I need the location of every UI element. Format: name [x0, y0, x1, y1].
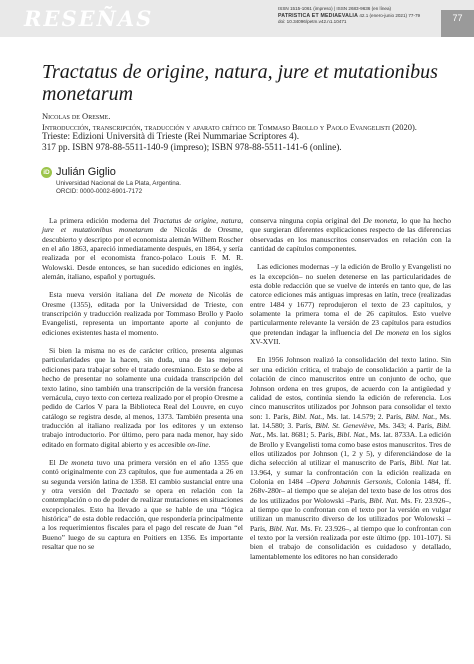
book-publisher: Trieste: Edizioni Università di Trieste (Rei Nummariae Scriptores 4). [42, 132, 300, 143]
reviewer-name: Julián Giglio [56, 166, 116, 178]
doi-line: doi: 10.34096/petm.v42.n1.10471 [278, 19, 347, 25]
paragraph: En 1956 Johnson realizó la consolidación del texto latino. Sin ser una edición crítica, el trabajo de consolidación a partir de la colación de cinco manuscritos entre un conjunto de ocho, que Johnson ordena en tres grupos, de acuerdo con la antigüedad y calidad de estos, continúa siendo la edición de referencia. Los cinco manuscritos utilizados por Johnson para consolidar el texto son: 1. París, Bibl. Nat., Ms. lat. 14.579; 2. París, Bibl. Nat., Ms. lat. 14.580; 3. París, Bibl. St. Geneviève, Ms. 343; 4. París, Bibl. Nat., Ms. lat. 8681; 5. París, Bibl. Nat., Ms. lat. 8733A. La edición de Brollo y Evangelisti toma como base estos manuscritos. Tres de ellos utilizados por Johnson (1, 2 y 5), y diferenciándose de la dicha selección al utilizar el manuscrito de París, Bibl. Nat lat. 13.964, y sumar la confrontación con la edición realizada en Colonia en 1484 –Opera Johannis Gersonis, Colonia 1484, ff. 268v-280r– al tiempo que se alejan del texto base de los otros dos de los utilizados por Wolowski –París, Bibl. Nat. Ms. Fr. 23.926–, al tiempo que lo confrontan con el texto por la versión en vulgar utilizan un manuscrito diverso de los utilizados por Wolowski –París, Bibl. Nat. Ms. Fr. 23.926–, al tiempo que lo confrontan con el texto por la versión realizada por este último (pp. 101-107). Si bien el trabajo de consolidación es cuidadoso y detallado, lamentablemente los editores no han considerado [250, 355, 452, 561]
orcid-icon[interactable]: iD [41, 167, 52, 178]
volume-line: 42.1 (enero-junio 2021) 77-79 [359, 12, 421, 18]
reviewer-affiliation: Universidad Nacional de La Plata, Argentina. [56, 180, 181, 187]
book-edition: Introducción, transcripción, traducción y aparato crítico de Tommaso Brollo y Paolo Evangelisti (2020). [42, 121, 417, 132]
bibliographic-block [42, 111, 462, 153]
paragraph: Si bien la misma no es de carácter crítico, presenta algunas particularidades que la hacen, sin duda, una de las mejores ediciones para trabajar sobre el tratado oresmiano. Esto se debe al hecho de presentar no solamente una cuidada transcripción del texto latino, sino también una transcripción de la versión francesa vernácula, cuyo texto con certeza realizado por el propio Oresme a pedido de Carlos V para la Biblioteca Real del Louvre, en cuyo catálogo se registra desde, al menos, 1373. También presenta una traducción al italiano realizada por los editores y un extenso trabajo introductorio. Por último, pero para nada menor, hay sido editado en formato digital abierto y es accesible on-line. [42, 346, 243, 449]
paragraph: Las ediciones modernas –y la edición de Brollo y Evangelisti no es la excepción– no suelen detenerse en las particularidades de esta doble redacción que se vuelve de interés en tanto que, de las catorce ediciones más antiguas impresas en latín, trece (realizadas entre 1484 y 1677) reprodujeron el texto de 23 capítulos, y solamente la primera toma el de 26 capítulos. Esto vuelve particularmente relevante la versión de 23 capítulos para estudios que pretendan indagar la influencia del De moneta en los siglos XV-XVII. [250, 262, 451, 347]
reviewer-orcid[interactable]: ORCID: 0000-0002-6901-7172 [56, 187, 143, 195]
reviewer-affiliation-block [56, 180, 306, 196]
journal-title: PATRISTICA ET MEDIAEVALIA [278, 12, 359, 19]
journal-name [278, 13, 440, 20]
book-author: Nicolas de Oresme. [42, 111, 111, 121]
left-column [42, 216, 243, 551]
journal-info [278, 6, 440, 26]
issn-line: ISSN 1515-1061 (impreso) | ISSN 2683-9636 (en línea) [278, 6, 392, 11]
paragraph: Esta nueva versión italiana del De moneta de Nicolás de Oresme (1355), editada por la Universidad de Trieste, con transcripción y traducción realizada por Tommaso Brollo y Paolo Evangelisti, representa un importante aporte al conjunto de ediciones existentes hasta el momento. [42, 290, 244, 337]
right-column [250, 216, 451, 561]
paragraph: La primera edición moderna del Tractatus de origine, natura, jure et mutationibus monetarum de Nicolás de Oresme, descubierto y descripto por el economista alemán Wilhem Roscher en el año 1863, apareció inmediatamente después, en 1864, y sería realizada por el economista franco-polaco Louis F. M. R. Wolowski. Desde entonces, se han sucedido ediciones en inglés, alemán, italiano, español y portugués. [42, 216, 243, 282]
page-number: 77 [441, 10, 474, 37]
book-title: Tractatus de origine, natura, jure et mutationibus monetarum [42, 61, 438, 105]
section-title: RESEÑAS [24, 6, 154, 31]
paragraph: El De moneta tuvo una primera versión en el año 1355 que contó originalmente con 23 capítulos, que fue aumentada a 26 en su segunda versión latina de 1358. El cambio sustancial entre una y otra versión del Tractado se opera en relación con la contemplación o no de poder de realizar mutaciones en situaciones excepcionales. Esto ha llevado a que se hable de una “lógica histórica” de esta doble redacción, que respondería principalmente a los requerimientos fiscales para el pago del rescate de Juan “el Bueno” luego de su captura en Poitiers en 1356. Es importante resaltar que no se [42, 457, 243, 551]
book-details: 317 pp. ISBN 978-88-5511-140-9 (impreso); ISBN 978-88-5511-141-6 (online). [42, 142, 342, 153]
paragraph: conserva ninguna copia original del De moneta, lo que ha hecho que surgieran diferentes explicaciones respecto de las diferencias observadas en los manuscritos conservados en relación con la cantidad de capítulos componentes. [250, 216, 451, 254]
